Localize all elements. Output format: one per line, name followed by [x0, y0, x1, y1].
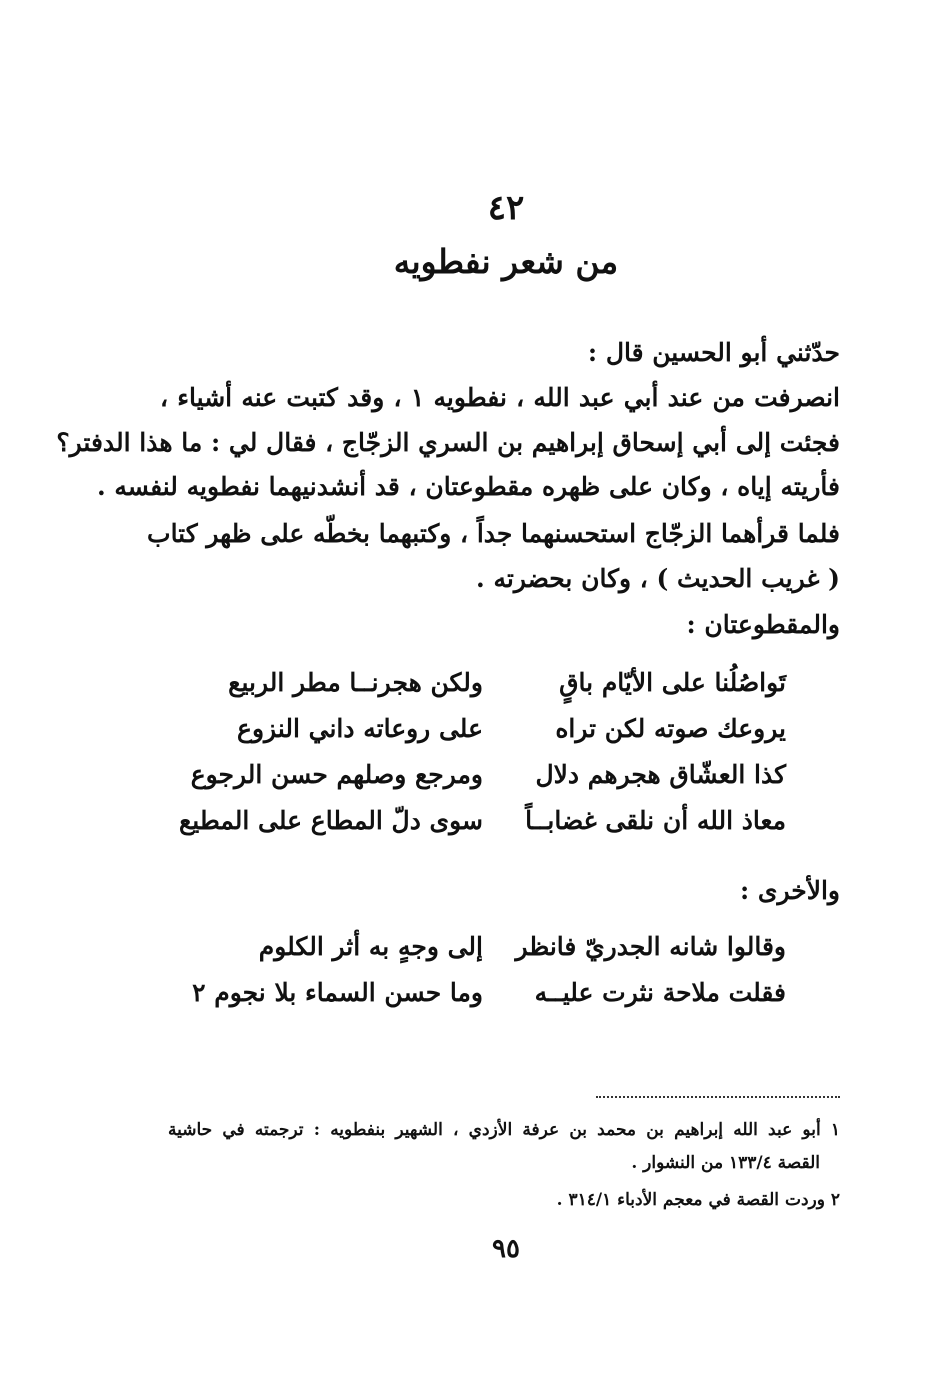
- verse-first-hemistich: فقلت ملاحة نثرت عليــه: [534, 978, 786, 1007]
- page-number: ٩٥: [492, 1234, 520, 1264]
- prose-line: ( غريب الحديث ) ، وكان بحضرته .: [476, 564, 840, 593]
- verse-second-hemistich: سوى دلّ المطاع على المطيع: [178, 806, 483, 835]
- verse-first-hemistich: تَواصُلُنا على الأيّام باقٍ: [559, 668, 786, 697]
- prose-line: والمقطوعتان :: [686, 610, 840, 639]
- other-label: والأخرى :: [739, 876, 840, 905]
- footnote: ٢ وردت القصة في معجم الأدباء ٣١٤/١ .: [556, 1190, 840, 1210]
- footnote-separator: [596, 1096, 840, 1098]
- verse-second-hemistich: وما حسن السماء بلا نجوم ٢: [192, 978, 483, 1007]
- verse-second-hemistich: ومرجع وصلهم حسن الرجوع: [190, 760, 483, 789]
- prose-line: فلما قرأهما الزجّاج استحسنهما جداً ، وكتبهما بخطّه على ظهر كتاب: [147, 519, 840, 548]
- section-number: ٤٢: [487, 188, 525, 228]
- verse-first-hemistich: يروعك صوته لكن تراه: [555, 714, 786, 743]
- verse-second-hemistich: ولكن هجرنــا مطر الربيع: [228, 668, 483, 697]
- section-title: من شعر نفطويه: [393, 242, 619, 281]
- prose-line: فأريته إياه ، وكان على ظهره مقطوعتان ، قد أنشدنيهما نفطويه لنفسه .: [96, 472, 840, 501]
- verse-first-hemistich: وقالوا شانه الجدريّ فانظر: [515, 932, 786, 961]
- verse-first-hemistich: كذا العشّاق هجرهم دلال: [535, 760, 786, 789]
- footnote-continuation: القصة ١٣٣/٤ من النشوار .: [631, 1153, 820, 1173]
- verse-second-hemistich: إلى وجهٍ به أثر الكلوم: [258, 932, 483, 961]
- verse-first-hemistich: معاذ الله أن نلقى غضابــاً: [525, 806, 786, 835]
- verse-second-hemistich: على روعاته داني النزوع: [237, 714, 483, 743]
- footnote: ١ أبو عبد الله إبراهيم بن محمد بن عرفة الأزدي ، الشهير بنفطويه : ترجمته في حاشية: [168, 1120, 840, 1140]
- prose-line: انصرفت من عند أبي عبد الله ، نفطويه ١ ، وقد كتبت عنه أشياء ،: [160, 383, 841, 412]
- prose-line: فجئت إلى أبي إسحاق إبراهيم بن السري الزجّاج ، فقال لي : ما هذا الدفتر؟: [56, 428, 840, 457]
- prose-line: حدّثني أبو الحسين قال :: [587, 338, 840, 367]
